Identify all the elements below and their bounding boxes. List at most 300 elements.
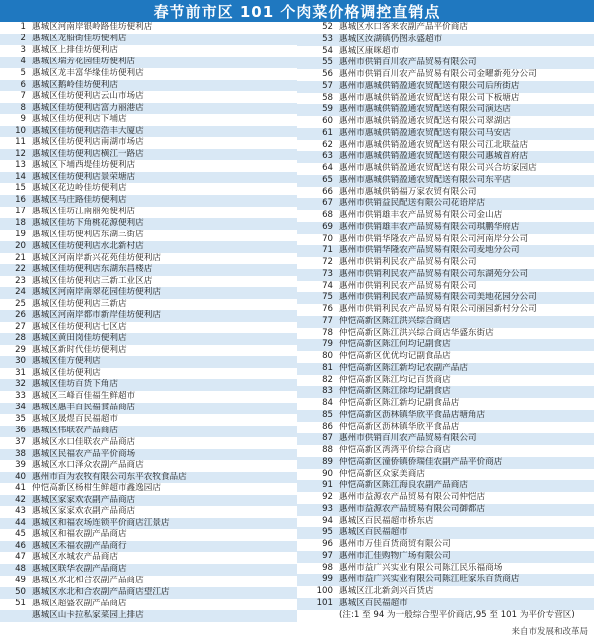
item-name: 惠州市益源农产品贸易有限公司御都店 bbox=[339, 503, 486, 514]
list-item bbox=[0, 287, 297, 299]
item-number: 65 bbox=[322, 174, 333, 185]
item-number: 36 bbox=[15, 425, 26, 436]
item-number: 40 bbox=[15, 471, 26, 482]
item-number: 35 bbox=[15, 414, 26, 424]
list-item bbox=[297, 563, 594, 575]
item-number: 81 bbox=[322, 362, 333, 373]
outlet-column-right bbox=[297, 22, 594, 622]
item-number: 93 bbox=[322, 503, 333, 514]
item-number: 94 bbox=[322, 515, 333, 526]
list-item bbox=[297, 316, 594, 328]
item-name: 惠城区水口泽众农副产品商店 bbox=[32, 460, 144, 471]
item-name: 惠州市供销华隆农产品贸易有限公司河南岸分公司 bbox=[339, 233, 529, 244]
item-name: 惠城区佳方便利店 bbox=[32, 356, 101, 367]
item-number: 89 bbox=[322, 456, 333, 467]
item-number: 38 bbox=[15, 448, 26, 459]
list-item bbox=[0, 564, 297, 576]
list-item bbox=[297, 128, 594, 140]
item-name: 惠州市惠城供销盈通农贸配送有限公司马安店 bbox=[339, 127, 511, 138]
item-name: 惠州市万佳百货商贸有限公司 bbox=[339, 539, 451, 549]
list-item bbox=[0, 22, 297, 34]
item-name: 惠城区佳坊便利店三新店 bbox=[32, 298, 127, 309]
list-item bbox=[297, 363, 594, 375]
item-name: 惠州市供销百川农产品贸易有限公司金曜新苑分公司 bbox=[339, 69, 537, 79]
item-number: 4 bbox=[20, 56, 26, 67]
item-name: 惠城区河南岸银岭路佳坊便利店 bbox=[32, 22, 153, 32]
list-item bbox=[0, 114, 297, 126]
item-name: 仲恺高新区潼侨镇侨瑞佳农副产品平价商店 bbox=[339, 456, 503, 467]
item-number: 3 bbox=[20, 45, 26, 55]
item-number: 62 bbox=[322, 139, 333, 150]
item-number: 95 bbox=[322, 527, 333, 538]
list-item bbox=[297, 151, 594, 163]
list-item bbox=[297, 93, 594, 105]
item-name: 惠州市惠城供销盈通农贸配送有限公司后所街店 bbox=[339, 80, 520, 91]
item-number: 6 bbox=[20, 79, 26, 90]
item-number: 69 bbox=[322, 221, 333, 232]
list-item bbox=[297, 339, 594, 351]
item-number: 23 bbox=[15, 275, 26, 286]
item-number: 18 bbox=[15, 218, 26, 228]
list-item bbox=[297, 81, 594, 93]
item-number: 59 bbox=[322, 104, 333, 115]
item-number: 86 bbox=[322, 421, 333, 432]
item-name: 惠城区江北新剑兴百货店 bbox=[339, 586, 434, 596]
item-name: 惠城区百民福超市 bbox=[339, 597, 408, 608]
item-name: 惠州市供销利民农产品贸易有限公司 bbox=[339, 257, 477, 267]
list-item bbox=[297, 433, 594, 445]
item-name: 惠城区上排佳坊便利店 bbox=[32, 45, 118, 55]
item-name: 惠城区康咪超市 bbox=[339, 45, 400, 56]
item-name: 惠城区水口客来农副产品平价商店 bbox=[339, 22, 468, 32]
item-number: 96 bbox=[322, 539, 333, 549]
item-number: 21 bbox=[15, 252, 26, 263]
item-number: 7 bbox=[20, 91, 26, 102]
list-item bbox=[297, 198, 594, 210]
list-item bbox=[297, 245, 594, 257]
item-name: 惠城区佳坊便利店云山市场店 bbox=[32, 91, 144, 102]
list-item bbox=[297, 598, 594, 610]
list-item bbox=[0, 91, 297, 103]
item-number: 17 bbox=[15, 206, 26, 217]
list-item bbox=[297, 422, 594, 434]
list-item bbox=[0, 426, 297, 438]
list-item bbox=[0, 518, 297, 530]
list-item bbox=[297, 187, 594, 199]
item-number: 101 bbox=[316, 597, 333, 608]
item-number: 66 bbox=[322, 186, 333, 197]
list-item bbox=[297, 210, 594, 222]
item-name: 惠城区水城农产品商店 bbox=[32, 552, 118, 563]
list-item bbox=[0, 253, 297, 265]
item-name: 惠州市惠城供销盈通农贸配送有限公司江北联益店 bbox=[339, 139, 529, 150]
item-name: 惠城区汝湖镇仍图永盛超市 bbox=[339, 33, 443, 44]
list-item bbox=[297, 304, 594, 316]
item-number: 39 bbox=[15, 460, 26, 471]
item-number: 20 bbox=[15, 241, 26, 251]
list-item bbox=[0, 299, 297, 311]
item-number: 92 bbox=[322, 492, 333, 502]
item-number: 43 bbox=[15, 506, 26, 517]
list-item bbox=[0, 218, 297, 230]
list-item bbox=[297, 445, 594, 457]
item-name: 惠州市惠城供销福万家农贸有限公司 bbox=[339, 186, 477, 197]
item-name: 惠州市惠城供销盈通农贸配送有限公司惠城首府店 bbox=[339, 151, 529, 162]
item-number: 68 bbox=[322, 210, 333, 220]
item-name: 仲恺高新区沥林镇华欣平食品店塘角店 bbox=[339, 409, 486, 420]
item-number: 8 bbox=[20, 102, 26, 113]
item-name: 惠城区佳坊便利店南湖市场店 bbox=[32, 137, 144, 148]
item-name: 惠州市益广兴实业有限公司陈江民乐福商场 bbox=[339, 562, 503, 573]
item-name: 惠城区佳坊百货下角店 bbox=[32, 379, 118, 390]
item-number: 75 bbox=[322, 292, 333, 303]
item-number: 9 bbox=[20, 114, 26, 125]
list-item bbox=[0, 495, 297, 507]
item-number: 26 bbox=[15, 310, 26, 321]
list-item bbox=[297, 257, 594, 269]
item-name: 惠城区佳坊便利店富力丽港店 bbox=[32, 102, 144, 113]
item-name: 仲恺高新区湾湾平价综合商店 bbox=[339, 445, 451, 455]
item-name: 仲恺高新区陈江洪兴综合商店 bbox=[339, 315, 451, 326]
item-name: 惠州市供销利民农产品贸易有限公司丽园新村分公司 bbox=[339, 304, 537, 314]
item-name: 惠城区佳坊便利店东湖三街店 bbox=[32, 229, 144, 240]
list-item bbox=[0, 276, 297, 288]
item-name: 惠城区黄田岗佳坊便利店 bbox=[32, 333, 127, 344]
item-number: 84 bbox=[322, 398, 333, 408]
item-name: 惠城区河南岸都市新岸佳坊便利店 bbox=[32, 310, 161, 321]
item-number: 16 bbox=[15, 194, 26, 205]
item-number: 61 bbox=[322, 127, 333, 138]
list-item bbox=[0, 391, 297, 403]
item-number: 63 bbox=[322, 151, 333, 162]
list-item bbox=[0, 230, 297, 242]
item-number: 76 bbox=[322, 304, 333, 314]
list-item bbox=[0, 576, 297, 588]
item-number: 85 bbox=[322, 409, 333, 420]
item-name: 惠城区和福农场连锁平价商店江景店 bbox=[32, 517, 170, 528]
list-item bbox=[0, 195, 297, 207]
list-item bbox=[0, 437, 297, 449]
item-number: 80 bbox=[322, 351, 333, 361]
item-number: 58 bbox=[322, 92, 333, 103]
item-number: 55 bbox=[322, 57, 333, 68]
item-name: 惠城区河南岸南翠花园佳坊便利店 bbox=[32, 287, 161, 298]
item-number: 37 bbox=[15, 437, 26, 448]
item-name: 仲恺高新区陈江海良农副产品商店 bbox=[339, 480, 468, 491]
list-item bbox=[297, 610, 594, 622]
item-name: 仲恺高新区陈江均记百货商店 bbox=[339, 374, 451, 385]
item-name: 惠城区龙丰富华缘佳坊便利店 bbox=[32, 68, 144, 79]
item-number: 74 bbox=[322, 280, 333, 291]
item-number: 70 bbox=[322, 233, 333, 244]
item-number: 28 bbox=[15, 333, 26, 344]
item-name: 惠州市供销华隆农产品贸易有限公司麦地分公司 bbox=[339, 245, 520, 256]
item-number: 1 bbox=[20, 22, 26, 32]
item-name: 惠城区龙船街佳坊便利店 bbox=[32, 33, 127, 44]
item-name: 惠州市益广兴实业有限公司陈江旺家乐百货商店 bbox=[339, 574, 520, 585]
list-item bbox=[0, 172, 297, 184]
list-item bbox=[297, 375, 594, 387]
item-number: 57 bbox=[322, 80, 333, 91]
list-item bbox=[0, 241, 297, 253]
list-item bbox=[297, 398, 594, 410]
item-number: 50 bbox=[15, 587, 26, 597]
footer bbox=[0, 622, 594, 638]
item-number: 97 bbox=[322, 550, 333, 561]
item-name: 惠州市惠城供销盈通农贸配送有限公司翠湖店 bbox=[339, 116, 511, 126]
item-name: 惠城区佳坊便利店景荣塘店 bbox=[32, 171, 136, 182]
list-item bbox=[297, 351, 594, 363]
item-name: 惠州市汇佳购物广场有限公司 bbox=[339, 550, 451, 561]
list-item bbox=[0, 529, 297, 541]
item-number: 83 bbox=[322, 386, 333, 397]
list-item bbox=[0, 310, 297, 322]
list-item bbox=[297, 22, 594, 34]
list-item bbox=[0, 599, 297, 611]
item-name: 惠城区佳坊便利店七区店 bbox=[32, 321, 127, 332]
item-name: 惠城区佳坊便利店横江一路店 bbox=[32, 148, 144, 159]
item-number: 60 bbox=[322, 116, 333, 126]
outlet-list bbox=[0, 22, 594, 622]
item-name: 惠州市供销雄丰农产品贸易有限公司金山店 bbox=[339, 210, 503, 220]
item-number: 77 bbox=[322, 315, 333, 326]
list-item bbox=[0, 333, 297, 345]
list-item bbox=[0, 103, 297, 115]
item-name: 惠州市供销益民配送有限公司花语岸店 bbox=[339, 198, 486, 209]
item-name: 惠州市益源农产品贸易有限公司仲恺店 bbox=[339, 492, 486, 502]
item-name: 惠州市供销百川农产品贸易有限公司 bbox=[339, 433, 477, 444]
item-number: 78 bbox=[322, 327, 333, 338]
list-item bbox=[297, 539, 594, 551]
item-number: 71 bbox=[322, 245, 333, 256]
item-name: 惠州市惠城供销盈通农贸配送有限公司下板塘店 bbox=[339, 92, 520, 103]
item-name: 仲恺高新区优优均记副食品店 bbox=[339, 351, 451, 361]
item-name: 惠州市惠城供销盈通农贸配送有限公司东平店 bbox=[339, 174, 511, 185]
item-number: 52 bbox=[322, 22, 333, 32]
item-name: 惠城区联华农副产品商店 bbox=[32, 563, 127, 574]
item-number: 12 bbox=[15, 148, 26, 159]
list-item bbox=[0, 460, 297, 472]
item-number: 67 bbox=[322, 198, 333, 209]
item-number: 88 bbox=[322, 445, 333, 455]
page-title: 春节前市区 101 个肉菜价格调控直销点 bbox=[0, 0, 594, 22]
item-number: 22 bbox=[15, 264, 26, 275]
item-number: 30 bbox=[15, 356, 26, 367]
item-number: 31 bbox=[15, 367, 26, 378]
item-number: 44 bbox=[15, 517, 26, 528]
item-number: 14 bbox=[15, 171, 26, 182]
item-number: 49 bbox=[15, 575, 26, 586]
list-item bbox=[0, 126, 297, 138]
item-number: 27 bbox=[15, 321, 26, 332]
item-name: 惠城区三峰百佳福生鲜超市 bbox=[32, 391, 136, 401]
item-number: 90 bbox=[322, 468, 333, 479]
list-item bbox=[297, 281, 594, 293]
list-item bbox=[0, 322, 297, 334]
list-item bbox=[297, 269, 594, 281]
item-number: 91 bbox=[322, 480, 333, 491]
item-name: 惠城区晟煜百民福超市 bbox=[32, 414, 118, 424]
item-name: 惠城区瑞芳花园佳坊便利店 bbox=[32, 56, 136, 67]
item-number: 42 bbox=[15, 494, 26, 505]
list-item bbox=[0, 541, 297, 553]
item-number: 29 bbox=[15, 344, 26, 355]
outlet-column-left bbox=[0, 22, 297, 622]
item-number: 5 bbox=[20, 68, 26, 79]
list-item bbox=[0, 472, 297, 484]
item-number: 33 bbox=[15, 391, 26, 401]
list-item bbox=[0, 552, 297, 564]
item-name: 惠州市惠城供销盈通农贸配送有限公司演达店 bbox=[339, 104, 511, 115]
item-name: 惠城区佳坊便利店三新工业区店 bbox=[32, 275, 153, 286]
list-item bbox=[0, 379, 297, 391]
list-item bbox=[297, 234, 594, 246]
list-item bbox=[297, 504, 594, 516]
list-item bbox=[0, 449, 297, 461]
list-item bbox=[0, 45, 297, 57]
item-number: 2 bbox=[20, 33, 26, 44]
list-item bbox=[297, 57, 594, 69]
item-name: 惠城区佳坊便利店下埔店 bbox=[32, 114, 127, 125]
item-name: 惠城区禾福农副产品商行 bbox=[32, 540, 127, 551]
list-item bbox=[0, 68, 297, 80]
item-name: 惠州市供销利民农产品贸易有限公司东湖苑分公司 bbox=[339, 268, 529, 279]
item-name: (注:1 至 94 为一般综合型平价商店,95 至 101 为平价专营区) bbox=[339, 609, 575, 620]
item-number: 79 bbox=[322, 339, 333, 350]
source-note: 来自市发展和改革局 bbox=[511, 627, 588, 637]
item-name: 仲恺高新区众家美商店 bbox=[339, 468, 425, 479]
item-name: 惠城区水北和合农副产品商店 bbox=[32, 575, 144, 586]
item-name: 惠城区鹅岭佳坊便利店 bbox=[32, 79, 118, 90]
item-number: 56 bbox=[322, 69, 333, 79]
list-item bbox=[0, 34, 297, 46]
list-item bbox=[297, 527, 594, 539]
item-name: 惠城区佳坊便利店东湖东昌楼店 bbox=[32, 264, 153, 275]
item-number: 15 bbox=[15, 183, 26, 194]
item-number: 99 bbox=[322, 574, 333, 585]
list-item bbox=[297, 492, 594, 504]
list-item bbox=[297, 328, 594, 340]
list-item bbox=[297, 140, 594, 152]
list-item bbox=[0, 483, 297, 495]
item-name: 惠城区家家欢农副产品商店 bbox=[32, 506, 136, 517]
item-name: 惠城区和福农副产品商店 bbox=[32, 529, 127, 540]
item-name: 惠城区佳坊便利店水北新村店 bbox=[32, 241, 144, 251]
item-name: 仲恺高新区陈江洪兴综合商店华盛东街店 bbox=[339, 327, 494, 338]
list-item bbox=[297, 46, 594, 58]
item-name: 惠城区惠丰百民福食品商店 bbox=[32, 402, 136, 413]
item-number: 10 bbox=[15, 125, 26, 136]
list-item bbox=[0, 80, 297, 92]
item-name: 惠城区佳坊便利店 bbox=[32, 367, 101, 378]
item-name: 惠城区超盛农副产品商店 bbox=[32, 598, 127, 609]
list-item bbox=[0, 506, 297, 518]
list-item bbox=[0, 356, 297, 368]
item-name: 惠城区民福农产品平价商场 bbox=[32, 448, 136, 459]
item-name: 惠州市百为农牧有限公司东平农牧食品店 bbox=[32, 471, 187, 482]
item-number: 19 bbox=[15, 229, 26, 240]
item-number: 54 bbox=[322, 45, 333, 56]
item-number: 46 bbox=[15, 540, 26, 551]
item-name: 惠城区佳坊下角桃花源便利店 bbox=[32, 218, 144, 228]
list-item bbox=[0, 137, 297, 149]
item-name: 惠城区河南岸新兴花苑佳坊便利店 bbox=[32, 252, 161, 263]
list-item bbox=[297, 104, 594, 116]
item-number: 64 bbox=[322, 163, 333, 173]
item-number: 100 bbox=[316, 586, 333, 596]
item-number: 11 bbox=[15, 137, 26, 148]
list-item bbox=[0, 403, 297, 415]
item-number: 82 bbox=[322, 374, 333, 385]
list-item bbox=[0, 149, 297, 161]
item-name: 惠城区马庄路佳坊便利店 bbox=[32, 194, 127, 205]
item-number: 98 bbox=[322, 562, 333, 573]
item-name: 惠城区水口佳联农产品商店 bbox=[32, 437, 136, 448]
item-number: 34 bbox=[15, 402, 26, 413]
list-item bbox=[0, 368, 297, 380]
item-name: 惠州市供销雄丰农产品贸易有限公司琪鹏华府店 bbox=[339, 221, 520, 232]
list-item bbox=[297, 386, 594, 398]
list-item bbox=[0, 587, 297, 599]
item-name: 仲恺高新区杨柑生鲜超市鑫逸园店 bbox=[32, 483, 161, 494]
list-item bbox=[297, 34, 594, 46]
item-name: 惠城区新时代佳坊便利店 bbox=[32, 344, 127, 355]
list-item bbox=[0, 183, 297, 195]
item-number: 32 bbox=[15, 379, 26, 390]
item-name: 惠城区山卡拉私家菜园上排店 bbox=[32, 610, 144, 620]
list-item bbox=[297, 410, 594, 422]
item-number: 13 bbox=[15, 160, 26, 171]
list-item bbox=[297, 457, 594, 469]
list-item bbox=[0, 414, 297, 426]
list-item bbox=[297, 586, 594, 598]
item-number: 48 bbox=[15, 563, 26, 574]
list-item bbox=[297, 175, 594, 187]
item-name: 仲恺高新区陈江徐均记副食店 bbox=[339, 386, 451, 397]
list-item bbox=[297, 516, 594, 528]
list-item bbox=[0, 57, 297, 69]
item-name: 惠城区家家欢农副产品商店 bbox=[32, 494, 136, 505]
item-name: 惠城区佳坊便利店浩丰大厦店 bbox=[32, 125, 144, 136]
item-name: 惠城区百民福超市 bbox=[339, 527, 408, 538]
item-name: 惠城区花边岭佳坊便利店 bbox=[32, 183, 127, 194]
item-name: 仲恺高新区陈江何均记副食店 bbox=[339, 339, 451, 350]
item-number: 51 bbox=[15, 598, 26, 609]
item-number: 53 bbox=[322, 33, 333, 44]
item-number: 87 bbox=[322, 433, 333, 444]
list-item bbox=[297, 163, 594, 175]
list-item bbox=[0, 160, 297, 172]
list-item bbox=[297, 116, 594, 128]
list-item bbox=[297, 469, 594, 481]
list-item bbox=[297, 292, 594, 304]
item-number: 24 bbox=[15, 287, 26, 298]
list-item bbox=[297, 69, 594, 81]
item-name: 惠州市惠城供销盈通农贸配送有限公司兴合坊家园店 bbox=[339, 163, 537, 173]
list-item bbox=[0, 345, 297, 357]
item-name: 仲恺高新区沥林镇华欣平食品店 bbox=[339, 421, 460, 432]
list-item bbox=[0, 264, 297, 276]
list-item bbox=[297, 574, 594, 586]
item-name: 惠州市供销百川农产品贸易有限公司 bbox=[339, 57, 477, 68]
item-name: 惠城区佳坊江南丽苑便利店 bbox=[32, 206, 136, 217]
item-number: 47 bbox=[15, 552, 26, 563]
item-number: 73 bbox=[322, 268, 333, 279]
list-item bbox=[297, 551, 594, 563]
list-item bbox=[297, 480, 594, 492]
item-name: 惠城区下埔西堤佳坊便利店 bbox=[32, 160, 136, 171]
item-name: 惠城区伟联农产品商店 bbox=[32, 425, 118, 436]
